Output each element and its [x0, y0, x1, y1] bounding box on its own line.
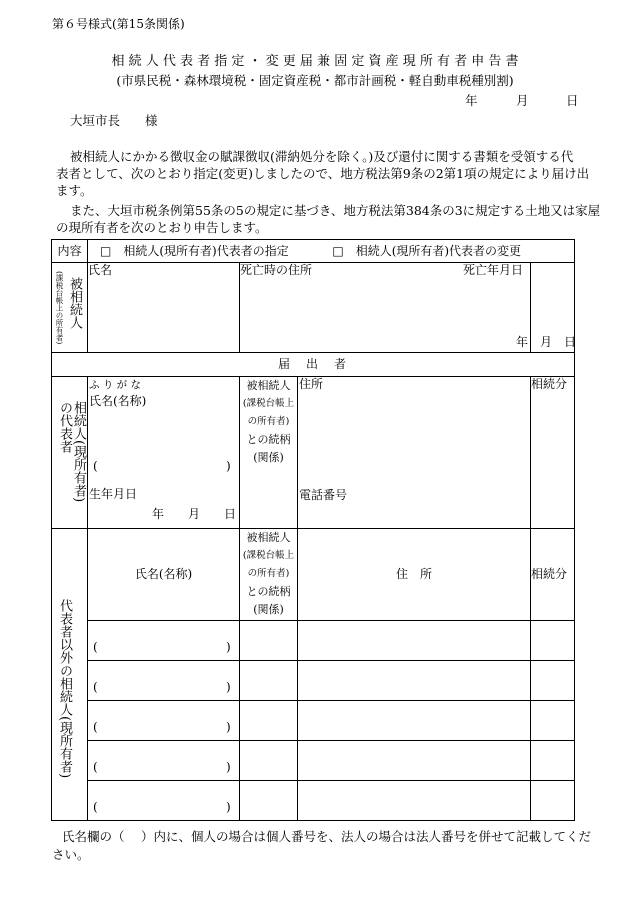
rep-relation-line5: (関係) [253, 451, 284, 464]
decedent-address-label: 死亡時の住所 [240, 263, 313, 277]
paragraph2-line1: また、大垣市税条例第55条の5の規定に基づき、地方税法第384条の3に規定する土地又は家屋 [70, 203, 601, 218]
rep-name-label: 氏名(名称) [89, 394, 147, 408]
others-header-row [52, 529, 575, 621]
others-paren-close: ) [226, 680, 231, 694]
decedent-row [52, 263, 575, 353]
rep-side-text: 相続人(現所有者)の代表者 [57, 401, 86, 503]
others-address-cell[interactable] [298, 621, 531, 661]
paragraph2-line2: の現所有者を次のとおり申告します。 [56, 220, 268, 235]
others-side-text: 代表者以外の相続人(現所有者) [57, 599, 72, 779]
others-address-cell[interactable] [298, 741, 531, 781]
decedent-name-label: 氏名 [88, 263, 113, 277]
date-month-label: 月 [516, 93, 529, 108]
addressee-name: 大垣市長 [70, 113, 121, 128]
rep-relation-line2: (課税台帳上 [242, 398, 295, 409]
others-paren-open: ( [93, 720, 98, 734]
rep-side-label [52, 377, 88, 529]
others-paren-close: ) [226, 720, 231, 734]
others-row [52, 701, 575, 741]
rep-address-cell[interactable] [298, 377, 531, 529]
addressee-honorific: 様 [145, 113, 158, 128]
footnote-line2: さい。 [52, 847, 90, 862]
others-relation-header [240, 529, 298, 621]
others-relation-cell[interactable] [240, 701, 298, 741]
others-paren-close: ) [226, 760, 231, 774]
date-year-label: 年 [465, 93, 478, 108]
others-relation-cell[interactable] [240, 781, 298, 821]
others-side-label [52, 529, 88, 821]
others-row [52, 621, 575, 661]
decedent-side-small: (課税台帳上の所有者) [55, 271, 64, 345]
others-name-cell[interactable] [88, 781, 240, 821]
decedent-death-ymd: 年 月 日 [515, 335, 576, 349]
others-relation-line3: の所有者) [247, 568, 290, 579]
others-address-cell[interactable] [298, 701, 531, 741]
filing-form-table [51, 239, 575, 821]
others-address-cell[interactable] [298, 661, 531, 701]
others-relation-line2: (課税台帳上 [242, 550, 295, 561]
others-paren-close: ) [226, 800, 231, 814]
others-relation-cell[interactable] [240, 621, 298, 661]
others-share-cell[interactable] [531, 781, 575, 821]
others-relation-cell[interactable] [240, 661, 298, 701]
rep-share-cell[interactable] [531, 377, 575, 529]
decedent-death-date-label: 死亡年月日 [463, 263, 524, 277]
rep-paren-close: ) [226, 459, 231, 473]
others-share-cell[interactable] [531, 621, 575, 661]
decedent-side-label [52, 263, 88, 353]
document-title: 相 続 人 代 表 者 指 定 ・ 変 更 届 兼 固 定 資 産 現 所 有 者 申 告 書 [111, 54, 519, 69]
decedent-name-cell[interactable] [88, 263, 240, 353]
footnote-line1: 氏名欄の（ ）内に、個人の場合は個人番号を、法人の場合は法人番号を併せて記載してくだ [62, 829, 591, 844]
others-share-cell[interactable] [531, 741, 575, 781]
rep-address-label: 住所 [299, 377, 324, 391]
rep-relation-line3: の所有者) [247, 416, 290, 427]
document-subtitle: (市県民税・森林環境税・固定資産税・都市計画税・軽自動車税種別割) [116, 73, 514, 88]
representative-row [52, 377, 575, 529]
others-paren-open: ( [93, 640, 98, 654]
others-row [52, 781, 575, 821]
content-label: 内容 [52, 240, 88, 263]
others-paren-open: ( [93, 760, 98, 774]
decedent-side-main: 被相続人 [67, 277, 82, 329]
rep-name-cell[interactable] [88, 377, 240, 529]
others-relation-cell[interactable] [240, 741, 298, 781]
paragraph1-line3: ます。 [56, 183, 93, 198]
others-paren-close: ) [226, 640, 231, 654]
rep-birth-label: 生年月日 [89, 487, 138, 501]
others-name-cell[interactable] [88, 661, 240, 701]
date-day-label: 日 [566, 93, 579, 108]
others-relation-line5: (関係) [253, 603, 284, 616]
others-address-cell[interactable] [298, 781, 531, 821]
others-address-header: 住 所 [298, 529, 531, 621]
option-change[interactable]: □ 相続人(現所有者)代表者の変更 [332, 243, 522, 258]
paragraph1-line2: 表者として、次のとおり指定(変更)しましたので、地方税法第9条の2第1項の規定により届け出 [56, 166, 590, 181]
others-name-cell[interactable] [88, 741, 240, 781]
others-name-cell[interactable] [88, 701, 240, 741]
others-relation-line4: との続柄 [246, 585, 291, 598]
content-options [88, 240, 575, 263]
others-row [52, 661, 575, 701]
others-share-cell[interactable] [531, 661, 575, 701]
decedent-death-date-cell[interactable] [463, 263, 576, 353]
rep-relation-line4: との続柄 [246, 433, 291, 446]
rep-relation-cell[interactable] [240, 377, 298, 529]
others-name-cell[interactable] [88, 621, 240, 661]
filer-header: 届 出 者 [52, 353, 575, 377]
others-paren-open: ( [93, 800, 98, 814]
rep-furigana: ふ り が な [89, 379, 142, 391]
filer-header-row [52, 353, 575, 377]
others-share-header: 相続分 [531, 529, 575, 621]
content-row [52, 240, 575, 263]
paragraph1-line1: 被相続人にかかる徴収金の賦課徴収(滞納処分を除く。)及び還付に関する書類を受領する代 [70, 149, 574, 164]
rep-relation-line1: 被相続人 [246, 379, 291, 392]
rep-share-label: 相続分 [531, 377, 568, 391]
rep-paren-open: ( [93, 459, 98, 473]
rep-birth-ymd: 年 月 日 [152, 507, 237, 521]
rep-phone-label: 電話番号 [299, 488, 348, 502]
option-designate[interactable]: □ 相続人(現所有者)代表者の指定 [100, 243, 289, 258]
others-share-cell[interactable] [531, 701, 575, 741]
others-row [52, 741, 575, 781]
form-number: 第６号様式(第15条関係) [52, 17, 185, 31]
others-name-header: 氏名(名称) [88, 529, 240, 621]
others-paren-open: ( [93, 680, 98, 694]
others-relation-line1: 被相続人 [246, 531, 291, 544]
